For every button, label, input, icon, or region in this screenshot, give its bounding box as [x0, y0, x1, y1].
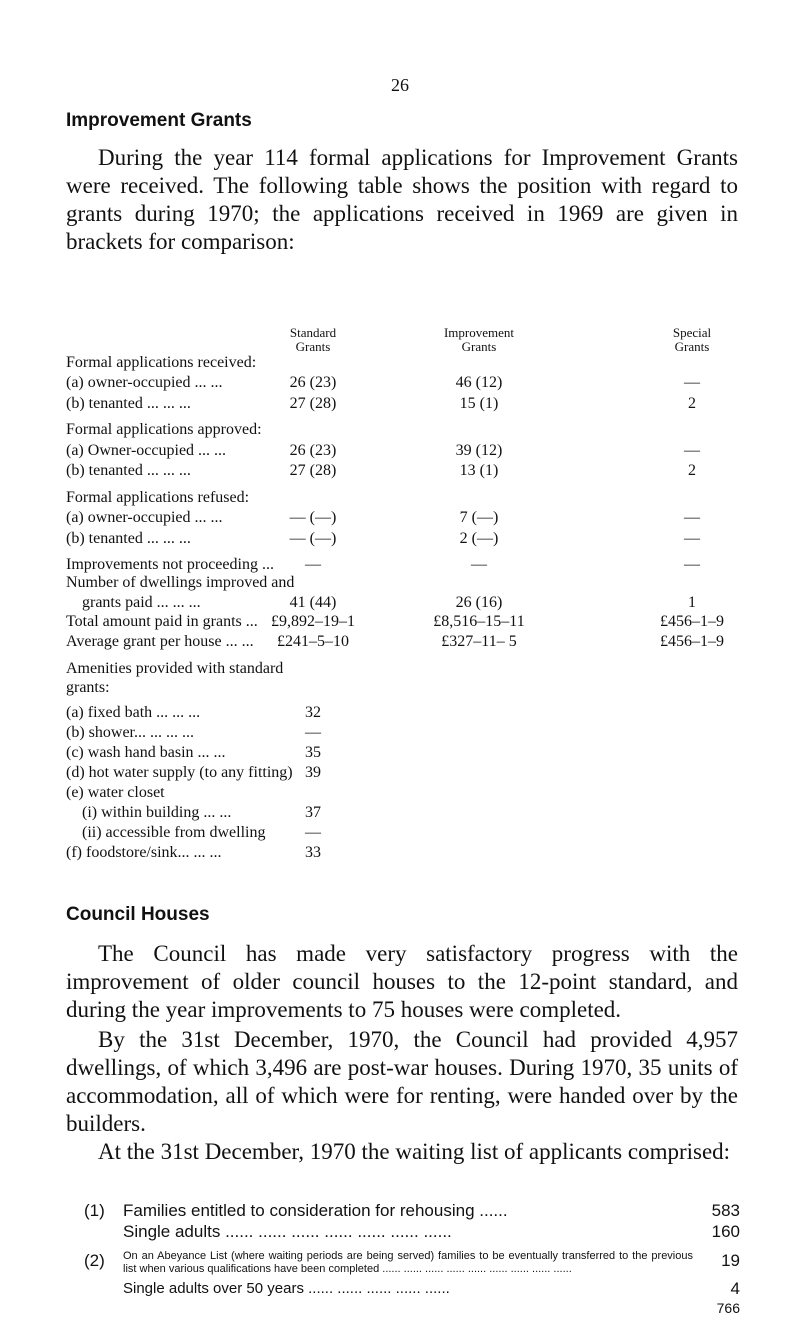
table-row	[66, 594, 766, 614]
council-houses-heading: Council Houses	[66, 904, 210, 925]
special-value: £456–1–9	[660, 633, 724, 650]
table-row	[66, 354, 766, 374]
amenity-value: 32	[305, 704, 321, 721]
item-1-families-value: 583	[711, 1201, 740, 1220]
page-number: 26	[391, 75, 409, 95]
improvement-value: £8,516–15–11	[433, 613, 525, 630]
row-label: (b) tenanted ... ... ...	[66, 395, 191, 412]
amenity-label: (e) water closet	[66, 784, 165, 801]
special-value: —	[684, 509, 700, 526]
row-label: Formal applications received:	[66, 354, 257, 371]
col-header-special-line2: Grants	[674, 339, 710, 354]
special-value: £456–1–9	[660, 613, 724, 630]
amenity-label: (i) within building ... ...	[82, 804, 232, 821]
amenity-label: (b) shower... ... ... ...	[66, 724, 194, 741]
table-row	[66, 395, 766, 415]
table-row	[66, 613, 766, 633]
special-value: —	[684, 374, 700, 391]
row-label: (b) tenanted ... ... ...	[66, 462, 191, 479]
col-header-special-line1: Special	[672, 325, 712, 340]
table-row	[66, 442, 766, 462]
amenity-value: 39	[305, 764, 321, 781]
row-label: Number of dwellings improved and	[66, 574, 295, 591]
council-paragraph-1	[66, 940, 738, 1024]
row-label: Improvements not proceeding ...	[66, 556, 274, 573]
amenity-row	[66, 804, 766, 824]
amenity-value: 33	[305, 844, 321, 861]
table-row	[66, 421, 766, 441]
intro-paragraph	[66, 144, 738, 256]
table-row	[66, 489, 766, 509]
col-header-improvement-line2: Grants	[461, 339, 497, 354]
amenity-label: (d) hot water supply (to any fitting)	[66, 764, 293, 781]
amenity-row	[66, 724, 766, 744]
col-header-standard-line2: Grants	[295, 339, 331, 354]
col-header-special	[632, 326, 752, 354]
special-value: —	[684, 530, 700, 547]
standard-value: 27 (28)	[289, 395, 337, 412]
improvement-value: 15 (1)	[459, 395, 499, 412]
standard-value: — (—)	[289, 530, 337, 547]
table-row	[66, 556, 766, 576]
amenity-label: (f) foodstore/sink... ... ...	[66, 844, 222, 861]
item-1-number: (1)	[84, 1201, 105, 1220]
amenity-row	[66, 744, 766, 764]
item-1-single-adults-value: 160	[711, 1222, 740, 1241]
row-label: (a) owner-occupied ... ...	[66, 509, 223, 526]
table-row	[66, 574, 766, 594]
special-value: —	[684, 442, 700, 459]
table-row	[66, 462, 766, 482]
amenity-value: 37	[305, 804, 321, 821]
council-paragraph-2	[66, 1026, 738, 1138]
standard-value: £9,892–19–1	[271, 613, 355, 630]
row-label: Average grant per house ... ...	[66, 633, 254, 650]
amenity-value: —	[305, 724, 321, 741]
improvement-value: 39 (12)	[455, 442, 503, 459]
amenities-title	[66, 660, 766, 680]
col-header-standard-line1: Standard	[289, 325, 337, 340]
special-value: 2	[688, 395, 696, 412]
improvement-grants-heading: Improvement Grants	[66, 110, 252, 131]
item-1-families: Families entitled to consideration for rehousing ......	[123, 1201, 508, 1220]
col-header-improvement	[414, 326, 544, 354]
improvement-value: 2 (—)	[459, 530, 499, 547]
row-label: grants paid ... ... ...	[82, 594, 201, 611]
amenity-row	[66, 764, 766, 784]
amenity-row	[66, 824, 766, 844]
amenities-title-line2: grants:	[66, 679, 110, 696]
amenity-row	[66, 784, 766, 804]
improvement-value: £327–11– 5	[441, 633, 517, 650]
item-1-single-adults: Single adults ...... ...... ...... ...... ...... ...... ......	[123, 1222, 452, 1241]
improvement-value: 7 (—)	[459, 509, 499, 526]
waiting-list-2	[84, 1250, 740, 1316]
amenity-value: 35	[305, 744, 321, 761]
amenity-row	[66, 704, 766, 724]
item-2-abeyance-value: 19	[721, 1251, 740, 1270]
standard-value: — (—)	[289, 509, 337, 526]
standard-value: 41 (44)	[289, 594, 337, 611]
council-paragraph-2-text: By the 31st December, 1970, the Council had provided 4,957 dwellings, of which 3,496 are post-war houses. During 1970, 35 units of accommodation, all of which were for renting, were handed over by the builders.	[66, 1027, 738, 1136]
row-label: Formal applications approved:	[66, 421, 262, 438]
special-value: 1	[688, 594, 696, 611]
item-2-number: (2)	[84, 1251, 105, 1270]
council-paragraph-3-text: At the 31st December, 1970 the waiting list of applicants comprised:	[98, 1139, 731, 1164]
col-header-standard	[248, 326, 378, 354]
special-value: —	[684, 556, 700, 573]
improvement-value: 26 (16)	[455, 594, 503, 611]
improvement-value: —	[471, 556, 487, 573]
table-row	[66, 374, 766, 394]
council-paragraph-3	[66, 1138, 738, 1166]
amenity-value: —	[305, 824, 321, 841]
amenity-label: (a) fixed bath ... ... ...	[66, 704, 201, 721]
improvement-value: 46 (12)	[455, 374, 503, 391]
table-row	[66, 633, 766, 653]
waiting-list-total: 766	[716, 1300, 740, 1316]
standard-value: 27 (28)	[289, 462, 337, 479]
standard-value: —	[305, 556, 321, 573]
item-2-single-adults-value: 4	[730, 1279, 740, 1298]
standard-value: 26 (23)	[289, 442, 337, 459]
row-label: (a) Owner-occupied ... ...	[66, 442, 227, 459]
item-2-abeyance: On an Abeyance List (where waiting periods are being served) families to be eventually transferred to the previous list when various qualifications have been completed ...... ...... ...... ...... ...... ...... ...... ...... ......	[123, 1250, 693, 1275]
standard-value: 26 (23)	[289, 374, 337, 391]
amenity-label: (c) wash hand basin ... ...	[66, 744, 226, 761]
col-header-improvement-line1: Improvement	[443, 325, 515, 340]
intro-text: During the year 114 formal applications for Improvement Grants were received. The following table shows the position with regard to grants during 1970; the applications received in 1969 are given in brackets for comparison:	[66, 145, 738, 254]
council-paragraph-1-text: The Council has made very satisfactory progress with the improvement of older council houses to the 12-point standard, and during the year improvements to 75 houses were completed.	[66, 941, 738, 1022]
table-row	[66, 509, 766, 529]
row-label: Total amount paid in grants ...	[66, 613, 258, 630]
table-row	[66, 530, 766, 550]
item-2-single-adults: Single adults over 50 years ...... ...... ...... ...... ......	[123, 1280, 450, 1297]
standard-value: £241–5–10	[277, 633, 349, 650]
row-label: (a) owner-occupied ... ...	[66, 374, 223, 391]
amenities-title	[66, 679, 766, 699]
row-label: Formal applications refused:	[66, 489, 250, 506]
amenities-title-line1: Amenities provided with standard	[66, 660, 284, 677]
amenity-row	[66, 844, 766, 864]
amenity-label: (ii) accessible from dwelling	[82, 824, 266, 841]
improvement-value: 13 (1)	[459, 462, 499, 479]
row-label: (b) tenanted ... ... ...	[66, 530, 191, 547]
special-value: 2	[688, 462, 696, 479]
